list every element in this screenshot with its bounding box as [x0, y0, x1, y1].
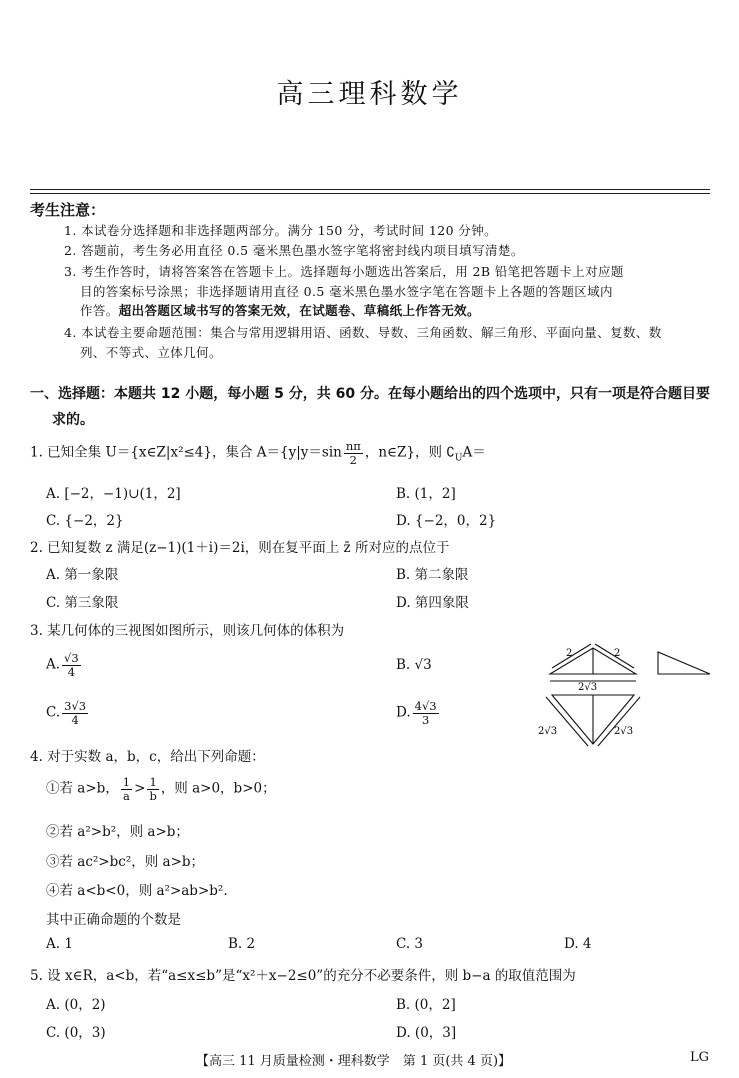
q3-option-c: C. $\frac{3√3}{4}$: [46, 699, 87, 727]
q3-option-d: D. $\frac{4√3}{3}$: [396, 699, 437, 727]
notice-item: 作答。超出答题区域书写的答案无效，在试题卷、草稿纸上作答无效。: [80, 303, 480, 318]
fig-label: 2: [566, 648, 573, 659]
q4-option-a: A. 1: [46, 936, 73, 952]
q1-option-b: B. (1，2]: [396, 486, 456, 502]
question-3-stem: 3. 某几何体的三视图如图所示，则该几何体的体积为: [30, 623, 345, 639]
q4-proposition-4: ④若 a<b<0，则 a²>ab>b².: [46, 883, 228, 899]
fraction: $\frac{n\pi}{2}$: [345, 439, 361, 467]
notice-heading: 考生注意：: [30, 201, 106, 219]
question-5-stem: 5. 设 x∈R，a<b，若“a≤x≤b”是“x²＋x−2≤0”的充分不必要条件，则 b−a 的取值范围为: [30, 968, 576, 984]
q5-option-b: B. (0，2]: [396, 997, 456, 1013]
q4-proposition-2: ②若 a²>b²，则 a>b；: [46, 824, 189, 840]
q4-proposition-1: ①若 a>b， $\frac{1}{a}$ > $\frac{1}{b}$ ，则 a>0，b>0；: [46, 775, 276, 803]
q2-option-d: D. 第四象限: [396, 595, 469, 611]
q2-option-a: A. 第一象限: [46, 567, 119, 583]
question-2-stem: 2. 已知复数 z 满足(z−1)(1＋i)＝2i，则在复平面上 z̄ 所对应的点位于: [30, 540, 450, 556]
q1-option-a: A. [−2，−1)∪(1，2]: [46, 486, 181, 502]
q5-option-a: A. (0，2): [46, 997, 106, 1013]
fig-label: 2√3: [538, 726, 558, 737]
question-1-stem: 1. 已知全集 U＝{x∈Z|x²≤4}，集合 A＝{y|y＝sin $\frac{n\pi}{2}$ ，n∈Z}，则 $∁_UA=$: [30, 439, 486, 467]
q1-option-c: C. {−2，2}: [46, 513, 124, 529]
notice-item: 目的答案标号涂黑；非选择题请用直径 0.5 毫米黑色墨水签字笔在答题卡上各题的答题区域内: [80, 284, 613, 299]
footer-code: LG: [690, 1050, 710, 1065]
fig-label: 2√3: [614, 726, 634, 737]
divider: [30, 193, 710, 194]
q2-option-b: B. 第二象限: [396, 567, 469, 583]
section-heading: 一、选择题：本题共 12 小题，每小题 5 分，共 60 分。在每小题给出的四个选项中，只有一项是符合题目要: [30, 386, 710, 402]
q1-option-d: D. {−2，0，2}: [396, 513, 497, 529]
q4-proposition-3: ③若 ac²>bc²，则 a>b；: [46, 854, 205, 870]
notice-item: 3. 考生作答时，请将答案答在答题卡上。选择题每小题选出答案后，用 2B 铅笔把答题卡上对应题: [64, 264, 624, 279]
q5-option-d: D. (0，3]: [396, 1025, 457, 1041]
fig-label: 2: [614, 648, 621, 659]
notice-item: 1. 本试卷分选择题和非选择题两部分。满分 150 分，考试时间 120 分钟。: [64, 223, 498, 238]
notice-item: 4. 本试卷主要命题范围：集合与常用逻辑用语、函数、导数、三角函数、解三角形、平面向量、复数、数: [64, 325, 662, 340]
side-view: [658, 652, 710, 674]
page-title: 高三理科数学: [276, 79, 463, 110]
q3-option-b: B. √3: [396, 657, 432, 673]
q4-option-d: D. 4: [564, 936, 592, 952]
q4-option-b: B. 2: [228, 936, 256, 952]
q4-ask: 其中正确命题的个数是: [46, 912, 181, 928]
three-view-figure: [530, 640, 720, 752]
q2-option-c: C. 第三象限: [46, 595, 119, 611]
fig-label: 2√3: [578, 682, 598, 693]
notice-item: 列、不等式、立体几何。: [80, 345, 222, 360]
question-4-stem: 4. 对于实数 a，b，c，给出下列命题：: [30, 749, 265, 765]
q4-option-c: C. 3: [396, 936, 424, 952]
divider: [30, 189, 710, 190]
notice-item: 2. 答题前，考生务必用直径 0.5 毫米黑色墨水签字笔将密封线内项目填写清楚。: [64, 243, 524, 258]
q5-option-c: C. (0，3): [46, 1025, 106, 1041]
section-heading-cont: 求的。: [52, 412, 94, 428]
page-footer: 【高三 11 月质量检测・理科数学 第 1 页(共 4 页)】: [196, 1054, 512, 1069]
notice-emphasis: 超出答题区域书写的答案无效，在试题卷、草稿纸上作答无效。: [118, 303, 480, 318]
q3-option-a: A. $\frac{√3}{4}$: [46, 651, 79, 679]
